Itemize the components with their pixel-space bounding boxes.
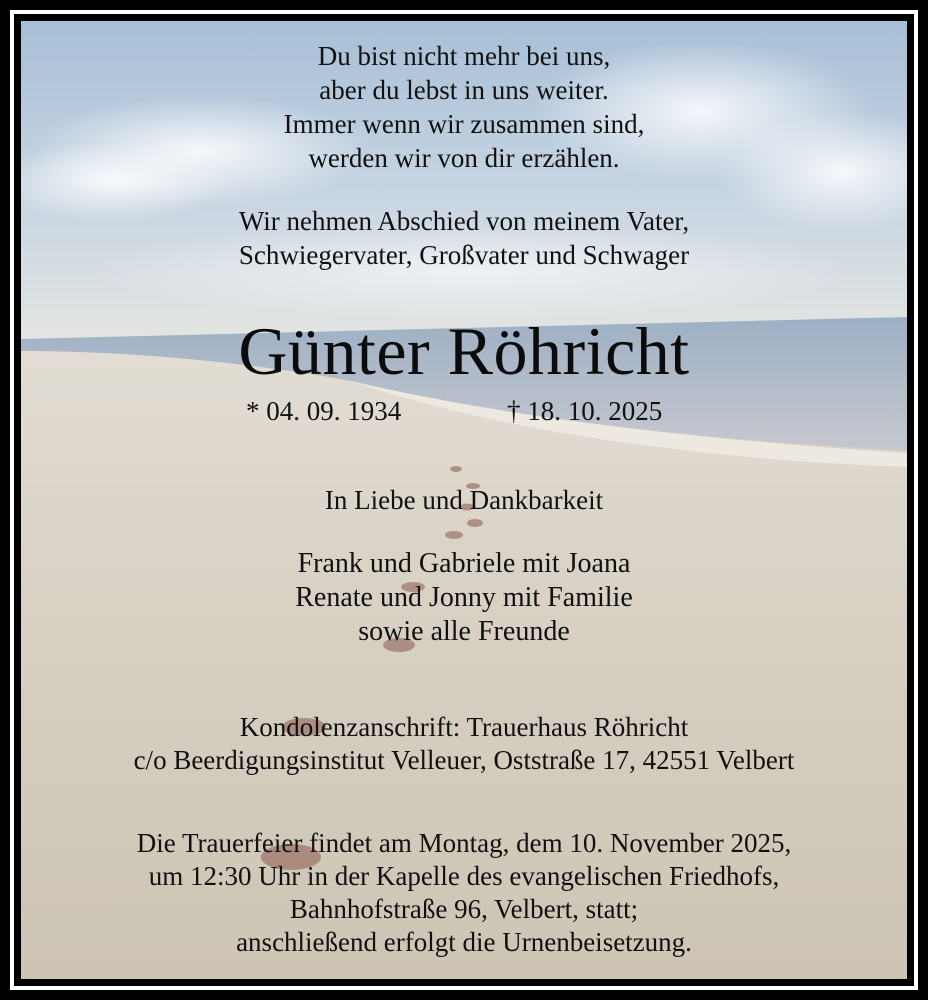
mourner-line: Frank und Gabriele mit Joana [297, 548, 631, 579]
funeral-line: um 12:30 Uhr in der Kapelle des evangelischen Friedhofs, [148, 861, 780, 891]
birth-date: * 04. 09. 1934 [246, 396, 402, 426]
mourner-line: Renate und Jonny mit Familie [295, 582, 633, 613]
condolence-address [21, 711, 907, 777]
death-date: † 18. 10. 2025 [507, 396, 663, 426]
poem [21, 39, 907, 175]
life-dates [21, 396, 907, 430]
gratitude-line: In Liebe und Dankbarkeit [324, 485, 604, 515]
farewell-line: Schwiegervater, Großvater und Schwager [238, 240, 690, 270]
obituary-notice [21, 21, 907, 979]
deceased-name: Günter Röhricht [238, 313, 690, 389]
poem-line: Du bist nicht mehr bei uns, [317, 41, 611, 71]
mourner-line: sowie alle Freunde [358, 616, 570, 647]
funeral-info [21, 827, 907, 959]
condolence-line: Kondolenzanschrift: Trauerhaus Röhricht [239, 712, 689, 742]
poem-line: werden wir von dir erzählen. [308, 143, 620, 173]
funeral-line: Bahnhofstraße 96, Velbert, statt; [289, 894, 639, 924]
farewell-text [21, 204, 907, 272]
condolence-line: c/o Beerdigungsinstitut Velleuer, Oststraße 17, 42551 Velbert [133, 745, 795, 775]
mourners [21, 547, 907, 649]
farewell-line: Wir nehmen Abschied von meinem Vater, [238, 206, 690, 236]
funeral-line: anschließend erfolgt die Urnenbeisetzung. [236, 927, 692, 957]
poem-line: aber du lebst in uns weiter. [319, 75, 609, 105]
funeral-line: Die Trauerfeier findet am Montag, dem 10. November 2025, [136, 828, 792, 858]
poem-line: Immer wenn wir zusammen sind, [283, 109, 645, 139]
